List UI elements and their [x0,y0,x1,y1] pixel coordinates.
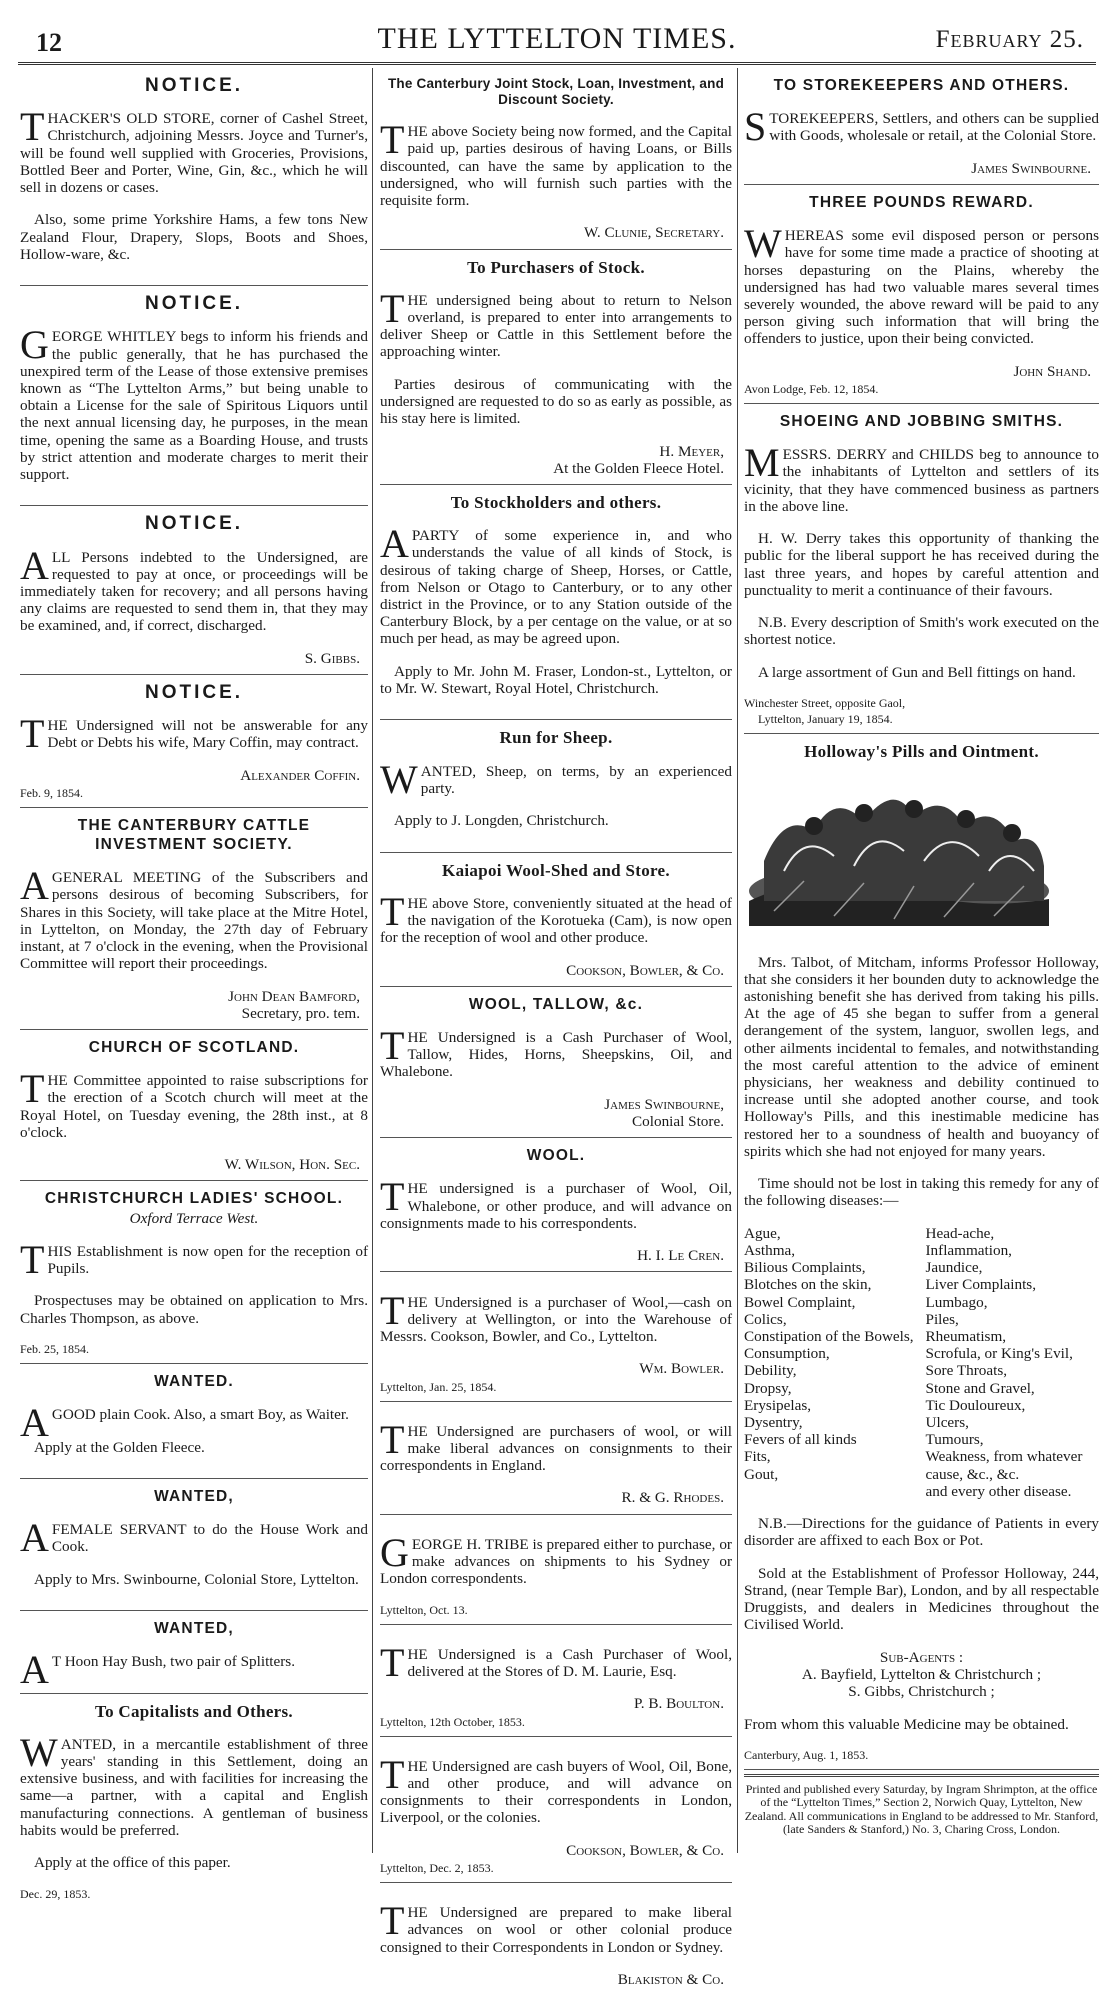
disease-item: Rheumatism, [925,1327,1007,1345]
ad-signature: James Swinbourne, [604,1095,724,1113]
disease-item: Stone and Gravel, [925,1379,1035,1397]
ad-date: Canterbury, Aug. 1, 1853. [744,1747,869,1762]
notice-kaiapoi [380,853,732,987]
ad-body: WANTED, Sheep, on terms, by an experienced party. [380,756,732,802]
disease-list-right [926,1225,1100,1500]
ad-signature: W. Wilson, Hon. Sec. [224,1156,360,1174]
ad-heading: WANTED, [154,1487,234,1505]
ad-body: MESSRS. DERRY and CHILDS beg to announce to the inhabitants of Lyttelton and settlers of its vicinity, that they have commenced business as partners in the above line. [744,440,1099,515]
disease-item: Jaundice, [925,1259,983,1277]
notice-wanted-cook [20,1364,368,1479]
disease-item: Sore Throats, [925,1362,1008,1380]
ad-body: ALL Persons indebted to the Undersigned, are requested to pay at once, or proceedings will be immediately taken for recovery; and all persons having any claims are requested to send them in, that they may be examined, and, if correct, discharged. [20,542,368,635]
notice-run-for-sheep [380,720,732,852]
ad-signature: Alexander Coffin. [240,766,360,784]
ad-body: Also, some prime Yorkshire Hams, a few tons New Zealand Flour, Drapery, Slops, Boots and Shoes, Hollow-ware, &c. [20,211,368,263]
disease-item: and every other disease. [925,1482,1072,1500]
ad-body: THE Undersigned is a Cash Purchaser of Wool, Tallow, Hides, Horns, Sheepskins, Oil, and Whalebone. [380,1022,732,1081]
ad-body: THE undersigned being about to return to Nelson overland, is prepared to enter into arrangements to deliver Sheep or Cattle in this Settlement before the approaching winter. [380,285,732,361]
ad-body: Time should not be lost in taking this remedy for any of the following diseases:— [744,1175,1099,1210]
ad-body: GEORGE H. TRIBE is prepared either to purchase, or make advances on shipments to his Sydney or London correspondents. [380,1529,732,1588]
page-number: 12 [36,28,62,57]
ad-body: H. W. Derry takes this opportunity of thanking the public for the liberal support he has received during the last three years, and hopes by careful attention and punctuality to merit a continuance of their favours. [744,530,1099,599]
notice-thacker [20,68,368,286]
column-1 [20,68,368,1901]
ad-heading: CHRISTCHURCH LADIES' SCHOOL. [44,1190,344,1208]
ad-body: THE Committee appointed to raise subscriptions for the erection of a Scotch church will meet at the Royal Hotel, on Tuesday evening, the 28th inst., at 8 o'clock. [20,1066,368,1141]
ad-heading: The Canterbury Joint Stock, Loan, Investment, and Discount Society. [387,76,725,107]
subagent: S. Gibbs, Christchurch ; [848,1683,995,1701]
ad-body: From whom this valuable Medicine may be obtained. [744,1715,1069,1733]
column-2 [380,68,732,1989]
notice-bowler [380,1272,732,1401]
disease-item: Debility, [744,1362,797,1380]
issue-date: February 25. [935,26,1084,53]
disease-item: Bilious Complaints, [744,1259,866,1277]
ad-body: STOREKEEPERS, Settlers, and others can be supplied with Goods, wholesale or retail, at the Colonial Store. [744,104,1099,150]
ad-signature: At the Golden Fleece Hotel. [553,459,724,477]
ad-heading: WOOL. [526,1147,586,1165]
notice-coffin [20,675,368,808]
ad-signature: John Dean Bamford, [228,987,360,1005]
notice-wool-lecren [380,1138,732,1272]
notice-stockholders [380,485,732,720]
ad-signature: John Shand. [1013,362,1091,380]
notice-holloway [744,734,1099,1770]
ad-signature: Secretary, pro. tem. [241,1004,360,1022]
notice-rhodes [380,1402,732,1515]
ad-signature: Cookson, Bowler, & Co. [566,1841,724,1859]
ad-heading: NOTICE. [144,75,244,96]
ad-heading: NOTICE. [144,513,244,535]
notice-wool-tallow [380,987,732,1138]
notice-cattle-society [20,808,368,1030]
notice-reward [744,185,1099,404]
column-rule [372,68,373,1853]
ad-heading: SHOEING AND JOBBING SMITHS. [779,412,1064,430]
ad-date: Lyttelton, Jan. 25, 1854. [380,1379,497,1394]
column-rule [737,68,738,1853]
ad-body: N.B.—Directions for the guidance of Patients in every disorder are affixed to each Box or Pot. [744,1515,1099,1550]
ad-body: GEORGE WHITLEY begs to inform his friends and the public generally, that he has purchased the unexpired term of the Lease of those extensive premises known as “The Lyttelton Arms,” but being unable to obtain a License for the sale of Spiritous Liquors until the next annual licensing day, he purposes, in the mean time, opening the same as a Boarding House, and trusts by strict attention and moderate charges to merit their support. [20,322,368,483]
ad-heading: Run for Sheep. [499,728,613,748]
notice-wanted-splitters [20,1611,368,1694]
notice-cookson [380,1737,732,1883]
ad-heading: Holloway's Pills and Ointment. [804,742,1039,762]
ad-heading: To Purchasers of Stock. [467,257,645,277]
ad-body: WANTED, in a mercantile establishment of three years' standing in this Settlement, doing an extensive business, and with facilities for increasing the same—a partner, with a capital and English manufacturing connections. A gentleman of business habits would be preferred. [20,1729,368,1839]
ad-body: THE Undersigned will not be answerable for any Debt or Debts his wife, Mary Coffin, may contract. [20,711,368,757]
notice-church-of-scotland [20,1030,368,1181]
ad-body: APARTY of some experience in, and who understands the value of all kinds of Stock, is desirous of taking charge of Sheep, Horses, or Cattle, from Nelson or Otago to Canterbury, or to any other district in the Province, or to any Station outside of the Canterbury Block, by a per centage on the value, or at so much per head, as may be agreed upon. [380,521,732,648]
disease-item: Piles, [925,1310,959,1328]
disease-item: Weakness, from whatever cause, &c., &c. [925,1448,1083,1483]
ad-body: Apply at the office of this paper. [34,1854,231,1872]
ad-body: AGENERAL MEETING of the Subscribers and persons desirous of becoming Subscribers, for Shares in this Society, will take place at the Mitre Hotel, in Lyttelton, on Monday, the 27th day of February instant, at 7 o'clock in the evening, when the Provisional Committee will report their proceedings. [20,863,368,973]
ad-heading: WOOL, TALLOW, &c. [468,995,644,1013]
ad-signature: P. B. Boulton. [633,1695,724,1713]
notice-gibbs [20,506,368,675]
disease-item: Dysentry, [744,1414,803,1431]
ad-subheading: Oxford Terrace West. [129,1210,259,1228]
ad-date: Feb. 25, 1854. [20,1341,89,1356]
ad-body: N.B. Every description of Smith's work executed on the shortest notice. [744,614,1099,649]
column-3 [744,68,1099,1851]
ad-body: Prospectuses may be obtained on application to Mrs. Charles Thompson, as above. [20,1292,368,1327]
ad-body: THE Undersigned is a Cash Purchaser of Wool, delivered at the Stores of D. M. Laurie, Esq. [380,1639,732,1685]
disease-item: Lumbago, [925,1293,988,1311]
ad-signature: H. I. Le Cren. [637,1247,724,1265]
disease-item: Liver Complaints, [925,1276,1037,1294]
ad-heading: CHURCH OF SCOTLAND. [88,1038,300,1056]
ad-heading: WANTED, [154,1620,234,1638]
ad-signature: Colonial Store. [632,1112,724,1130]
ad-heading: To Stockholders and others. [450,492,662,512]
disease-item: Tic Douloureux, [925,1396,1026,1414]
notice-boulton [380,1625,732,1737]
disease-item: Inflammation, [925,1241,1012,1259]
newspaper-title: THE LYTTELTON TIMES. [377,22,737,55]
disease-item: Constipation of the Bowels, [744,1327,914,1345]
ad-heading: To Capitalists and Others. [95,1701,293,1721]
ad-heading: WANTED. [154,1372,234,1390]
ad-heading: TO STOREKEEPERS AND OTHERS. [773,77,1070,94]
ad-signature: W. Clunie, Secretary. [583,224,724,242]
disease-item: Gout, [744,1465,779,1483]
ad-heading: Kaiapoi Wool-Shed and Store. [442,860,670,880]
ad-heading: NOTICE. [144,293,244,315]
ad-signature: Cookson, Bowler, & Co. [566,961,724,979]
ad-body: THIS Establishment is now open for the reception of Pupils. [20,1236,368,1282]
ad-body: Mrs. Talbot, of Mitcham, informs Professor Holloway, that she considers it her bounden duty to acknowledge the astonishing benefit she has derived from taking his pills. At the age of 45 she began to suffer from a general derangement of the system, languor, swollen legs, and other ailments incidental to females, and notwithstanding the most careful attention to the advice of eminent physicians, her weakness and debility continued to increase until she adopted another course, and took Holloway's Pills, and this inestimable medicine has restored her to a soundness of health and buoyancy of spirits which she had not enjoyed for many years. [744,953,1099,1160]
ad-body: WHEREAS some evil disposed person or persons have for some time made a practice of shooting at horses depasturing on the Plains, whereby the undersigned has had two valuable mares several times severely wounded, the above reward will be paid to any person giving such information that will bring the offenders to justice, upon their being convicted. [744,221,1099,348]
ad-body: Apply at the Golden Fleece. [34,1438,205,1456]
ad-body: THE Undersigned are prepared to make liberal advances on wool or other colonial produce consigned to their Correspondents in London or Sydney. [380,1898,732,1956]
notice-storekeepers [744,68,1099,185]
ad-signature: R. & G. Rhodes. [621,1489,724,1507]
ad-date: Lyttelton, 12th October, 1853. [380,1714,525,1729]
ad-body: THE above Society being now formed, and the Capital paid up, parties desirous of having Loans, or Bills discounted, can have the same by application to the undersigned, who will furnish such parties with the requisite form. [380,117,732,209]
engraving-illustration [744,771,1054,926]
ad-body: THE Undersigned are cash buyers of Wool, Oil, Bone, and other produce, and will advance on consignments to their correspondents in London, Liverpool, or the colonies. [380,1751,732,1827]
ad-body: Apply to Mrs. Swinbourne, Colonial Store, Lyttelton. [34,1570,359,1588]
disease-item: Ulcers, [925,1414,969,1431]
ad-body: A large assortment of Gun and Bell fittings on hand. [758,663,1076,681]
disease-item: Tumours, [925,1431,984,1449]
notice-purchasers-stock [380,250,732,485]
notice-smiths [744,404,1099,734]
ad-heading: NOTICE. [144,681,244,703]
disease-item: Erysipelas, [744,1396,812,1414]
ad-heading: THREE POUNDS REWARD. [809,193,1034,211]
ad-body: Sold at the Establishment of Professor Holloway, 244, Strand, (near Temple Bar), London, and by all respectable Druggists, and dealers in Medicines throughout the Civilised World. [744,1564,1099,1634]
ad-signature: Blakiston & Co. [617,1971,724,1989]
disease-item: Consumption, [744,1345,830,1363]
disease-item: Ague, [744,1224,781,1242]
ad-body: Parties desirous of communicating with the undersigned are requested to do so as early as possible, as his stay here is limited. [380,375,732,428]
ad-signature: H. Meyer, [659,442,724,460]
notice-wanted-servant [20,1479,368,1611]
ad-signature: Wm. Bowler. [639,1360,724,1378]
ad-body: AT Hoon Hay Bush, two pair of Splitters. [20,1647,296,1693]
notice-ladies-school [20,1181,368,1364]
masthead-rule [18,62,1096,65]
ad-body: THE above Store, conveniently situated at the head of the navigation of the Korotueka (Cam), is now open for the reception of wool and other produce. [380,888,732,947]
disease-item: Fevers of all kinds [744,1431,857,1449]
ad-date: Feb. 9, 1854. [20,785,83,800]
ad-body: THE Undersigned is a purchaser of Wool,—cash on delivery at Wellington, or into the Warehouse of Messrs. Cookson, Bowler, and Co., Lyttelton. [380,1287,732,1345]
notice-whitley [20,286,368,506]
disease-item: Asthma, [744,1241,796,1259]
ad-heading: THE CANTERBURY CATTLE INVESTMENT SOCIETY. [77,816,311,853]
subagent: A. Bayfield, Lyttelton & Christchurch ; [801,1666,1042,1683]
disease-item: Colics, [744,1310,787,1328]
subagents-heading: Sub-Agents : [879,1648,964,1666]
notice-joint-stock [380,68,732,250]
ad-body: THE undersigned is a purchaser of Wool, Oil, Whalebone, or other produce, and will advance on consignments made to his correspondents. [380,1174,732,1232]
ad-body: AGOOD plain Cook. Also, a smart Boy, as Waiter. [20,1400,349,1446]
ad-date: Lyttelton, Dec. 2, 1853. [380,1861,494,1876]
masthead [0,0,1114,62]
disease-item: Blotches on the skin, [744,1276,872,1294]
ad-date: Lyttelton, Oct. 13. [380,1602,468,1617]
printer-imprint: Printed and published every Saturday, by Ingram Shrimpton, at the office of the “Lyttelton Times,” Section 2, Norwich Quay, Lyttelton, New Zealand. All communications in England to be addressed to Mr. Stanford, (late Sanders & Stanford,) No. 3, Charing Cross, London. [744,1774,1099,1837]
ad-date: Dec. 29, 1853. [20,1886,91,1901]
ad-body: Apply to Mr. John M. Fraser, London-st., Lyttelton, or to Mr. W. Stewart, Royal Hotel, Christchurch. [380,662,732,697]
notice-tribe [380,1515,732,1625]
ad-date: Winchester Street, opposite Gaol, [744,696,906,711]
ad-signature: S. Gibbs. [304,649,360,667]
ad-body: THACKER'S OLD STORE, corner of Cashel Street, Christchurch, adjoining Messrs. Joyce and Turner's, will be found well supplied with Groceries, Provisions, Bottled Beer and Porter, Wine, Gin, &c., which he will sell in dozens or cases. [20,104,368,196]
notice-capitalists [20,1694,368,1908]
ad-date: Avon Lodge, Feb. 12, 1854. [744,381,879,396]
disease-item: Head-ache, [925,1224,995,1242]
ad-body: AFEMALE SERVANT to do the House Work and Cook. [20,1515,368,1561]
notice-blakiston [380,1883,732,1995]
disease-list [744,1225,1099,1500]
ad-date: Lyttelton, January 19, 1854. [758,712,893,727]
ad-body: THE Undersigned are purchasers of wool, or will make liberal advances on consignments to their correspondents in England. [380,1416,732,1475]
disease-item: Fits, [744,1448,771,1466]
disease-item: Dropsy, [744,1379,792,1397]
ad-body: Apply to J. Longden, Christchurch. [394,812,609,830]
ad-signature: James Swinbourne. [971,159,1091,177]
disease-list-left [744,1225,918,1500]
disease-item: Scrofula, or King's Evil, [925,1345,1073,1363]
disease-item: Bowel Complaint, [744,1293,856,1311]
